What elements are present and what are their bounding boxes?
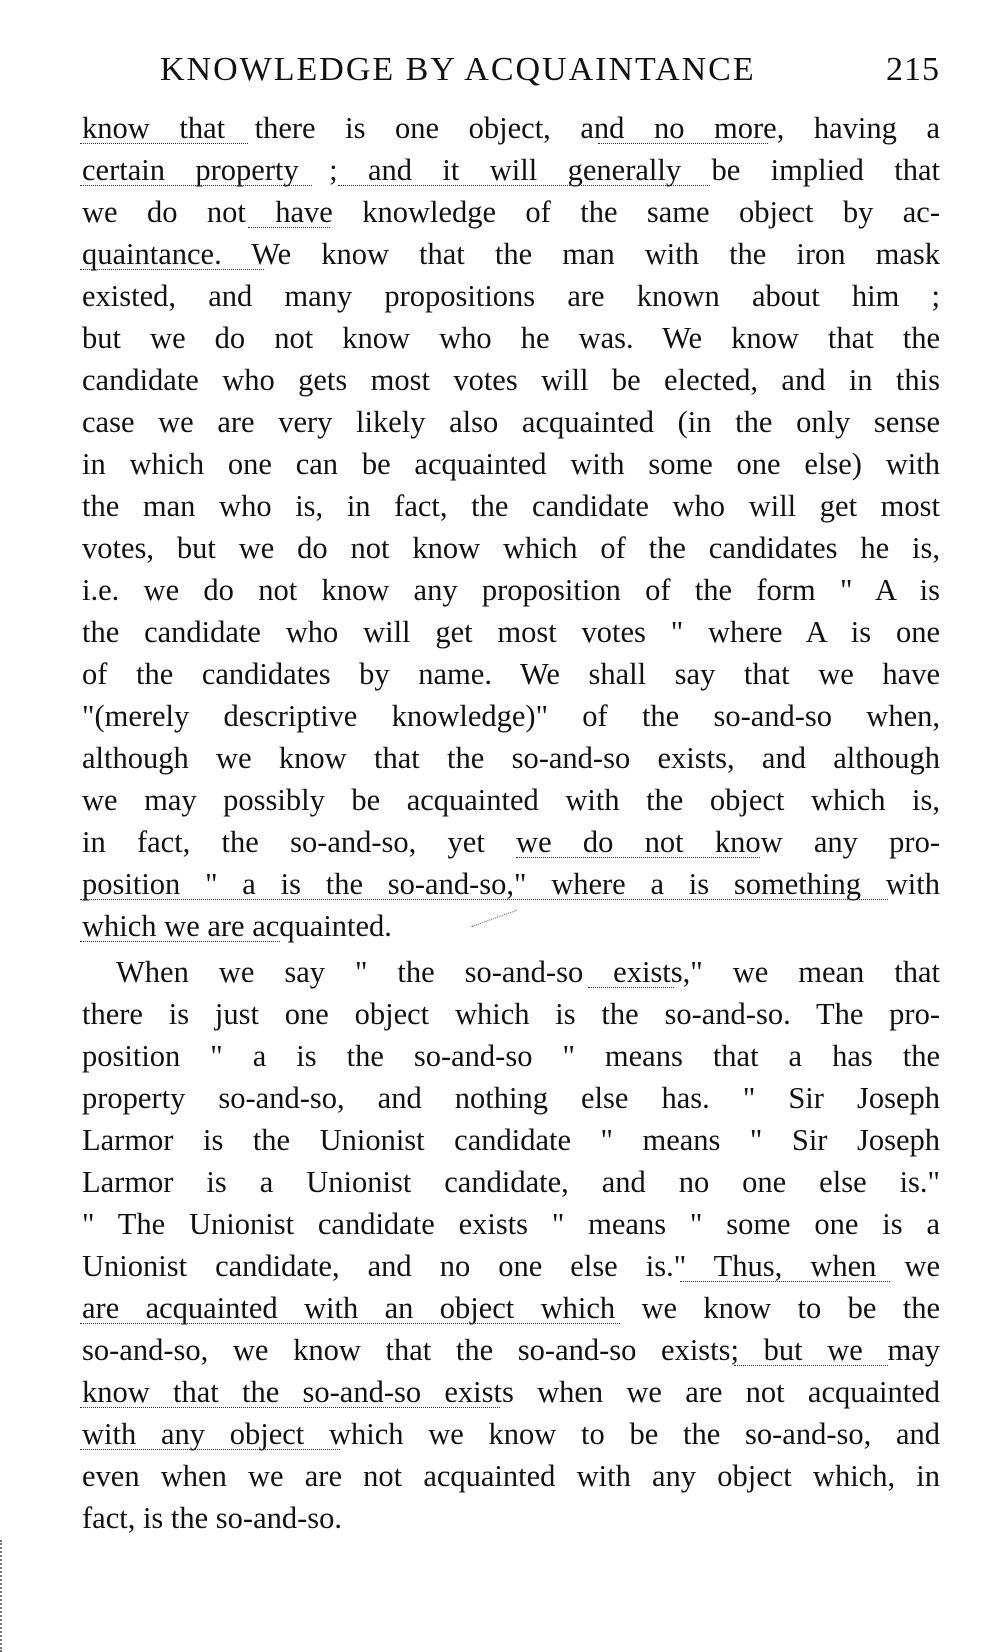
pencil-underline [734, 1365, 888, 1366]
pencil-underline [80, 899, 888, 900]
text-line: position " a is the so-and-so " means that a has the [82, 1039, 940, 1073]
text-line: the candidate who will get most votes " where A is one [82, 615, 940, 649]
text-line: in fact, the so-and-so, yet we do not know any pro- [82, 825, 940, 859]
text-line: existed, and many propositions are known about him ; [82, 279, 940, 313]
pencil-underline [680, 1281, 890, 1282]
pencil-underline [80, 941, 280, 942]
running-head [80, 48, 940, 92]
text-line: position " a is the so-and-so," where a is something with [82, 867, 940, 901]
pencil-underline [80, 185, 312, 186]
pencil-underline [338, 185, 710, 186]
text-line: in which one can be acquainted with some one else) with [82, 447, 940, 481]
text-line: property so-and-so, and nothing else has. " Sir Joseph [82, 1081, 940, 1115]
pencil-underline [80, 1407, 500, 1408]
pencil-underline [80, 1449, 340, 1450]
text-line: we do not have knowledge of the same object by ac- [82, 195, 940, 229]
pencil-underline [588, 987, 674, 988]
pencil-underline [516, 857, 760, 858]
text-line: so-and-so, we know that the so-and-so exists; but we may [82, 1333, 940, 1367]
text-line: votes, but we do not know which of the candidates he is, [82, 531, 940, 565]
text-line: which we are acquainted. [82, 909, 392, 943]
pencil-underline [598, 143, 768, 144]
text-line: there is just one object which is the so-and-so. The pro- [82, 997, 940, 1031]
text-line: " The Unionist candidate exists " means " some one is a [82, 1207, 940, 1241]
text-line: even when we are not acquainted with any object which, in [82, 1459, 940, 1493]
text-line: although we know that the so-and-so exists, and although [82, 741, 940, 775]
text-line: i.e. we do not know any proposition of the form " A is [82, 573, 940, 607]
text-line: are acquainted with an object which we know to be the [82, 1291, 940, 1325]
pencil-underline [80, 143, 248, 144]
text-line: but we do not know who he was. We know that the [82, 321, 940, 355]
pencil-underline [248, 227, 330, 228]
text-line: "(merely descriptive knowledge)" of the so-and-so when, [82, 699, 940, 733]
text-line: Unionist candidate, and no one else is." Thus, when we [82, 1249, 940, 1283]
text-line: know that the so-and-so exists when we are not acquainted [82, 1375, 940, 1409]
text-line: we may possibly be acquainted with the object which is, [82, 783, 940, 817]
binding-edge [0, 1540, 4, 1652]
text-line: the man who is, in fact, the candidate who will get most [82, 489, 940, 523]
text-line: certain property ; and it will generally be implied that [82, 153, 940, 187]
text-line: with any object which we know to be the so-and-so, and [82, 1417, 940, 1451]
text-line: candidate who gets most votes will be elected, and in this [82, 363, 940, 397]
pencil-underline [80, 269, 264, 270]
page-number: 215 [886, 51, 940, 88]
pencil-underline [80, 1323, 620, 1324]
text-line: Larmor is a Unionist candidate, and no one else is." [82, 1165, 940, 1199]
text-line: of the candidates by name. We shall say that we have [82, 657, 940, 691]
text-line: fact, is the so-and-so. [82, 1501, 343, 1535]
text-line: Larmor is the Unionist candidate " means " Sir Joseph [82, 1123, 940, 1157]
text-line: When we say " the so-and-so exists," we mean that [116, 955, 940, 989]
text-line: case we are very likely also acquainted (in the only sense [82, 405, 940, 439]
text-line: know that there is one object, and no more, having a [82, 111, 940, 145]
text-line: quaintance. We know that the man with the iron mask [82, 237, 940, 271]
running-title: KNOWLEDGE BY ACQUAINTANCE [160, 51, 756, 88]
